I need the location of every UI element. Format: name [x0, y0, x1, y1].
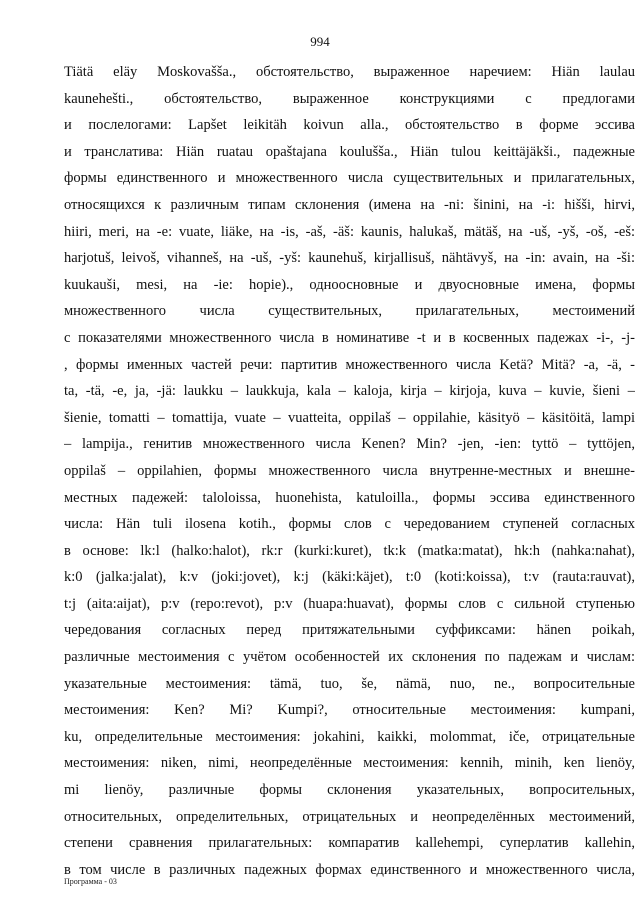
body-text	[64, 59, 635, 883]
page-number: 994	[310, 34, 330, 49]
text-line: чередования согласных перед притяжательными суффиксами: hänen poikah,	[64, 622, 635, 639]
text-line: степени сравнения прилагательных: компаратив kallehempi, суперлатив kallehin,	[64, 835, 635, 852]
text-line: kaunehešti., обстоятельство, выраженное конструкциями с предлогами	[64, 90, 635, 107]
text-line: указательные местоимения: tämä, tuo, še, nämä, nuo, ne., вопросительные	[64, 675, 635, 692]
footer-label: Программа - 03	[64, 877, 117, 886]
text-line: t:j (aita:aijat), p:v (repo:revot), p:v (huapa:huavat), формы слов с сильной ступенью	[64, 595, 635, 612]
text-line: и транслатива: Hiän ruatau opaštajana koulušša., Hiän tulou keittäjäkši., падежные	[64, 143, 635, 160]
text-line: местных падежей: taloloissa, huonehista, katuloilla., формы эссива единственного	[64, 489, 635, 506]
text-line: местоимения: niken, nimi, неопределённые местоимения: kennih, minih, ken lienöy,	[64, 755, 635, 772]
text-line: в основе: lk:l (halko:halot), rk:r (kurki:kuret), tk:k (matka:matat), hk:h (nahka:nahat),	[64, 542, 635, 559]
text-line: различные местоимения с учётом особенностей их склонения по падежам и числам:	[64, 649, 635, 666]
text-line: числа: Hän tuli ilosena kotih., формы слов с чередованием ступеней согласных	[64, 516, 635, 533]
text-line: kuukauši, mesi, на -ie: hopie)., одноосновные и двуосновные имена, формы	[64, 276, 635, 293]
text-line: и послелогами: Lapšet leikitäh koivun alla., обстоятельство в форме эссива	[64, 117, 635, 134]
text-line: относительных, определительных, отрицательных и неопределённых местоимений,	[64, 808, 635, 825]
text-line: šienie, tomatti – tomattija, vuate – vuatteita, oppilaš – oppilahie, käsityö – käsitöitä, lampi	[64, 409, 635, 426]
text-line: mi lienöy, различные формы склонения указательных, вопросительных,	[64, 782, 635, 799]
text-line: относящихся к различным типам склонения (имена на -ni: šinini, на -i: hišši, hirvi,	[64, 196, 635, 213]
text-line: , формы именных частей речи: партитив множественного числа Ketä? Mitä? -a, -ä, -	[64, 356, 635, 373]
text-line: в том числе в различных падежных формах единственного и множественного числа,	[64, 861, 635, 878]
text-line: ku, определительные местоимения: jokahini, kaikki, molommat, iče, отрицательные	[64, 728, 635, 745]
text-line: формы единственного и множественного числа существительных и прилагательных,	[64, 170, 635, 187]
text-line: hiiri, meri, на -e: vuate, liäke, на -is, -aš, -äš: kaunis, halukaš, mätäš, на -uš, -yš, -oš, -eš:	[64, 223, 635, 240]
text-line: ta, -tä, -e, ja, -jä: laukku – laukkuja, kala – kaloja, kirja – kirjoja, kuva – kuvie, šieni –	[64, 383, 635, 400]
text-line: harjotuš, leivoš, vihanneš, на -uš, -yš: kaunehuš, kirjallisuš, nähtävyš, на -in: avain, на -ši:	[64, 250, 635, 267]
text-line: местоимения: Ken? Mi? Kumpi?, относительные местоимения: kumpani,	[64, 702, 635, 719]
text-line: множественного числа существительных, прилагательных, местоимений	[64, 303, 635, 320]
text-line: k:0 (jalka:jalat), k:v (joki:jovet), k:j (käki:käjet), t:0 (koti:koissa), t:v (rauta:rauvat),	[64, 569, 635, 586]
text-line: – lampija., генитив множественного числа Kenen? Min? -jen, -ien: tyttö – tyttöjen,	[64, 436, 635, 453]
text-line: с показателями множественного числа в номинативе -t и в косвенных падежах -i-, -j-	[64, 329, 635, 346]
text-line: oppilaš – oppilahien, формы множественного числа внутренне-местных и внешне-	[64, 462, 635, 479]
text-line: Tiätä eläy Moskovašša., обстоятельство, выраженное наречием: Hiän laulau	[64, 64, 635, 80]
